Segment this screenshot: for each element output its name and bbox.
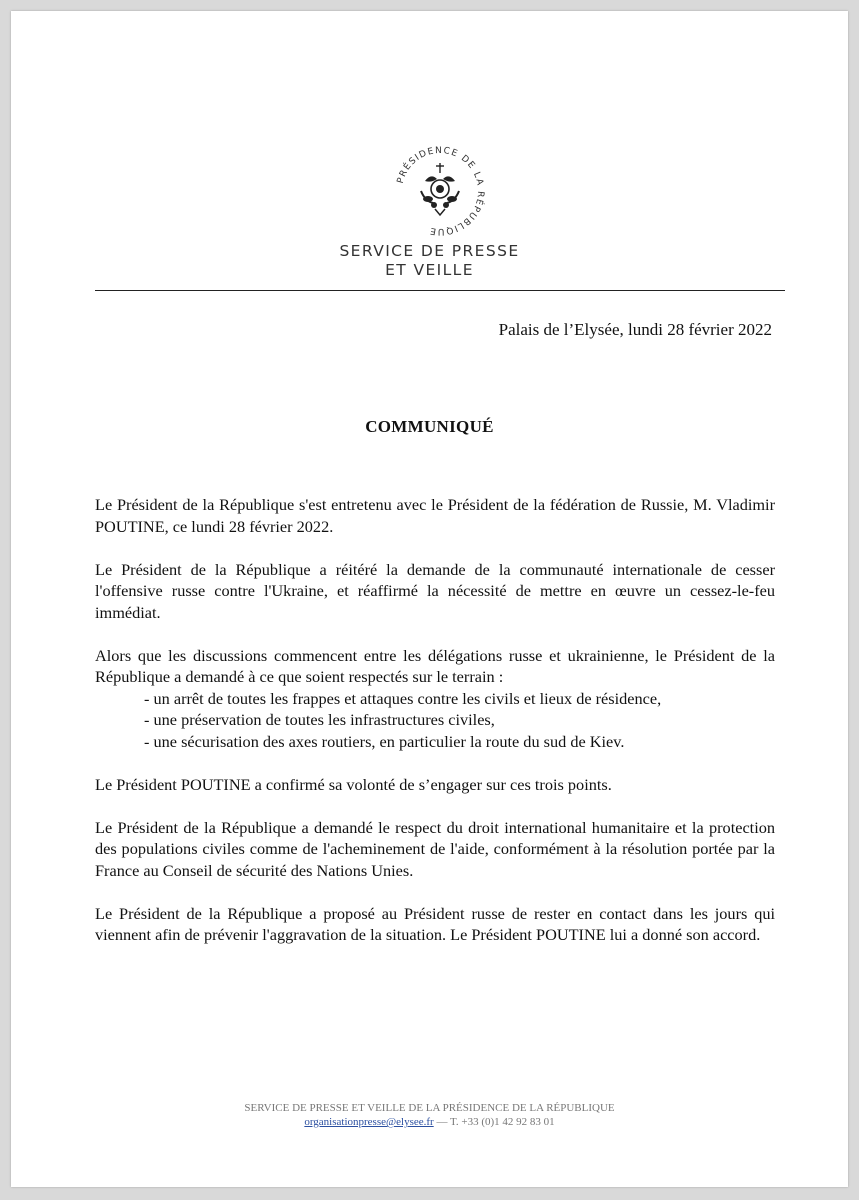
demand-item-3: - une sécurisation des axes routiers, en particulier la route du sud de Kiev. [144, 731, 625, 751]
dateline: Palais de l’Elysée, lundi 28 février 2022 [498, 320, 772, 339]
paragraph-4: Le Président POUTINE a confirmé sa volonté de s’engager sur ces trois points. [95, 774, 612, 794]
footer [11, 1101, 848, 1129]
header-divider [95, 290, 785, 291]
document-page [11, 11, 848, 1187]
document-body [95, 494, 775, 967]
service-title-line1: SERVICE DE PRESSE [339, 242, 520, 260]
footer-service-name: SERVICE DE PRESSE ET VEILLE DE LA PRÉSIDENCE DE LA RÉPUBLIQUE [244, 1102, 615, 1114]
demands-list [144, 688, 775, 753]
seal-emblem-icon [421, 163, 459, 215]
paragraph-6: Le Président de la République a proposé au Président russe de rester en contact dans les jours qui viennent afin de prévenir l'aggravation de la situation. Le Président POUTINE lui a donné son accord. [95, 903, 775, 944]
presidency-seal [388, 139, 492, 243]
demand-item-2: - une préservation de toutes les infrastructures civiles, [144, 710, 495, 729]
footer-email-link[interactable]: organisationpresse@elysee.fr [304, 1116, 434, 1128]
seal-ring-text: PRÉSIDENCE DE LA RÉPUBLIQUE [395, 145, 486, 237]
footer-contact [11, 1115, 848, 1129]
service-title-line2: ET VEILLE [385, 261, 474, 279]
paragraph-5: Le Président de la République a demandé le respect du droit international humanitaire et la protection des populations civiles comme de l'acheminement de l'aide, conformément à la résolution portée par la France au Conseil de sécurité des Nations Unies. [95, 817, 775, 880]
paragraph-1: Le Président de la République s'est entretenu avec le Président de la fédération de Russie, M. Vladimir POUTINE, ce lundi 28 février 2022. [95, 495, 775, 536]
footer-phone: — T. +33 (0)1 42 92 83 01 [433, 1116, 555, 1128]
document-title: COMMUNIQUÉ [365, 417, 494, 436]
paragraph-2: Le Président de la République a réitéré la demande de la communauté internationale de cesser l'offensive russe contre l'Ukraine, et réaffirmé la nécessité de mettre en œuvre un cessez-le-feu immédiat. [95, 559, 775, 622]
paragraph-3: Alors que les discussions commencent entre les délégations russe et ukrainienne, le Président de la République a demandé à ce que soient respectés sur le terrain : [95, 645, 775, 686]
demand-item-1: - un arrêt de toutes les frappes et attaques contre les civils et lieux de résidence, [144, 688, 662, 708]
